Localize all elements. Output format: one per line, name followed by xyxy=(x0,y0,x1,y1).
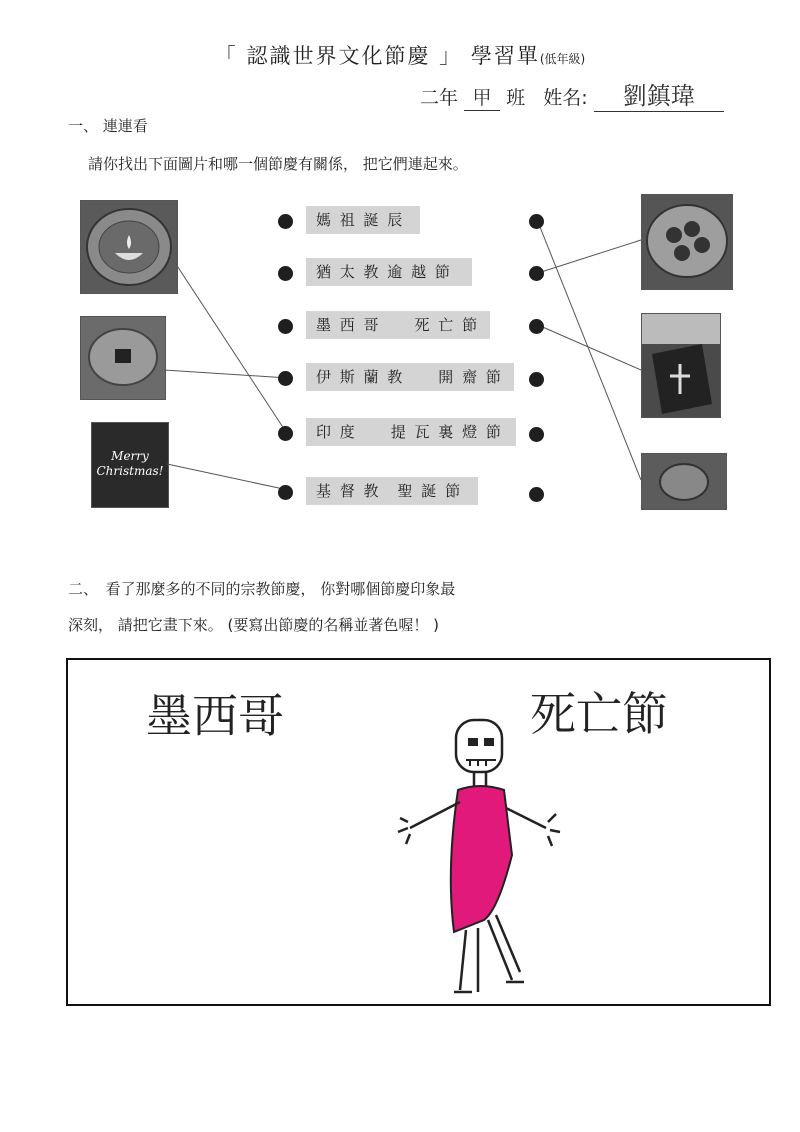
right-dot-2 xyxy=(529,266,544,281)
left-dot-5 xyxy=(278,426,293,441)
left-dot-1 xyxy=(278,214,293,229)
left-dot-3 xyxy=(278,319,293,334)
right-dot-1 xyxy=(529,214,544,229)
left-dot-4 xyxy=(278,371,293,386)
right-dot-5 xyxy=(529,427,544,442)
festival-label-6: 基 督 教 聖 誕 節 xyxy=(306,477,478,505)
section2-heading-line2: 深刻， 請把它畫下來。 (要寫出節慶的名稱並著色喔！ ) xyxy=(68,616,440,634)
festival-label-1: 媽 祖 誕 辰 xyxy=(306,206,420,234)
right-dot-6 xyxy=(529,487,544,502)
handwritten-day-of-dead: 死亡節 xyxy=(530,687,668,741)
right-dot-4 xyxy=(529,372,544,387)
festival-label-5: 印 度 提 瓦 裏 燈 節 xyxy=(306,418,516,446)
section1-heading: 一、 連連看 xyxy=(68,117,148,135)
right-dot-3 xyxy=(529,319,544,334)
title-level: (低年級) xyxy=(539,52,586,66)
class-value: 甲 xyxy=(464,83,500,111)
left-dot-2 xyxy=(278,266,293,281)
christmas-card-text: Merry Christmas! xyxy=(96,449,164,478)
drawing-box xyxy=(66,658,771,1006)
festival-label-4: 伊 斯 蘭 教 開 齋 節 xyxy=(306,363,514,391)
section2-heading-line1: 二、 看了那麼多的不同的宗教節慶， 你對哪個節慶印象最 xyxy=(68,580,456,598)
worksheet-title: 「 認識世界文化節慶 」 學習單(低年級) xyxy=(214,44,586,68)
festival-label-2: 猶 太 教 逾 越 節 xyxy=(306,258,472,286)
class-name-line: 二年 甲 班 姓名: 劉鎮瑋 xyxy=(420,76,724,112)
section1-instruction: 請你找出下面圖片和哪一個節慶有關係， 把它們連起來。 xyxy=(88,155,468,173)
student-name: 劉鎮瑋 xyxy=(594,76,724,112)
left-dot-6 xyxy=(278,485,293,500)
handwritten-mexico: 墨西哥 xyxy=(146,689,284,743)
festival-label-3: 墨 西 哥 死 亡 節 xyxy=(306,311,490,339)
name-label: 姓名: xyxy=(543,87,588,109)
skeleton-figure-drawing xyxy=(388,710,588,1000)
